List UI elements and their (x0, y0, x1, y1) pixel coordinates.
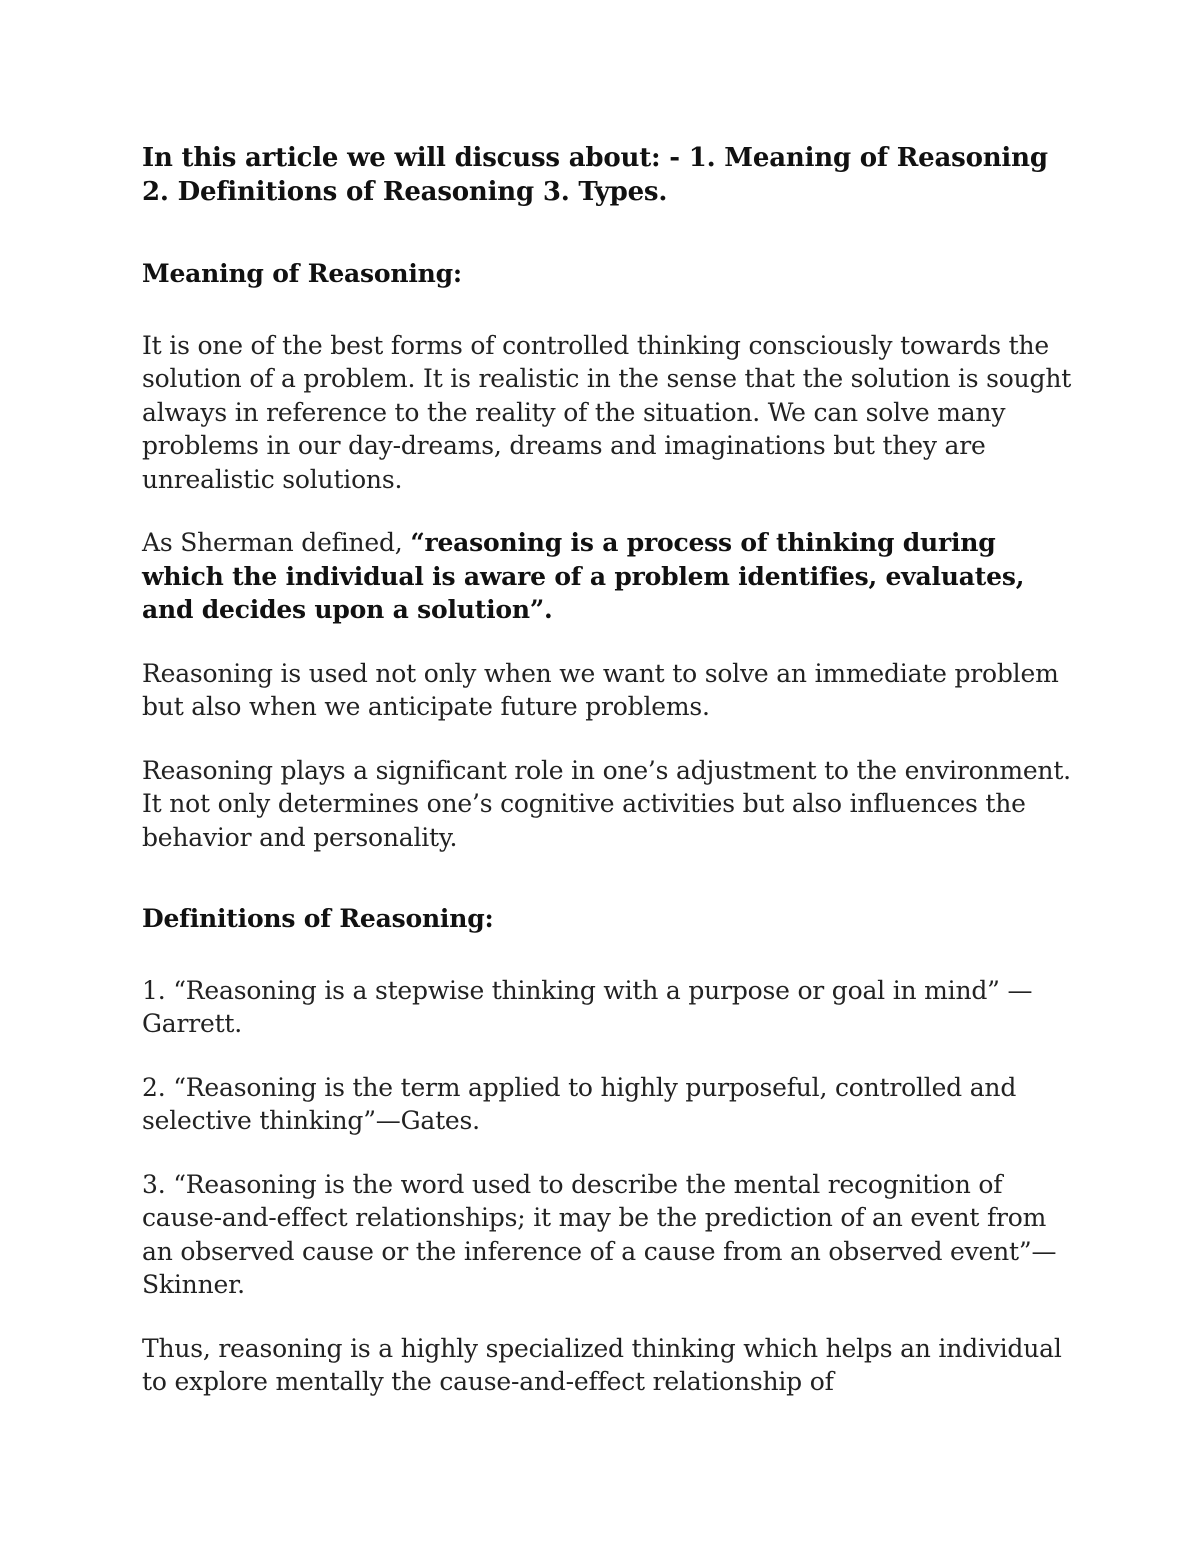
meaning-paragraph-3: Reasoning is used not only when we want to solve an immediate problem but also when we anticipate future problems. (142, 658, 1059, 721)
definition-item-3: 3. “Reasoning is the word used to describe the mental recognition of cause-and-effect relationships; it may be the prediction of an event from an observed cause or the inference of a cause from an observed event”—Skinner. (142, 1169, 1057, 1299)
definition-item-2: 2. “Reasoning is the term applied to highly purposeful, controlled and selective thinking”—Gates. (142, 1072, 1017, 1135)
sherman-lead-text: As Sherman defined, (142, 528, 411, 557)
document-body (142, 141, 1072, 1399)
heading-definitions-of-reasoning: Definitions of Reasoning: (142, 904, 494, 933)
heading-meaning-of-reasoning: Meaning of Reasoning: (142, 259, 462, 288)
sherman-quote-paragraph (142, 526, 1072, 627)
meaning-paragraph-4: Reasoning plays a significant role in one’s adjustment to the environment. It not only determines one’s cognitive activities but also influences the behavior and personality. (142, 755, 1071, 852)
conclusion-paragraph: Thus, reasoning is a highly specialized thinking which helps an individual to explore mentally the cause-and-effect relationship of (142, 1333, 1062, 1396)
definition-item-1: 1. “Reasoning is a stepwise thinking with a purpose or goal in mind” —Garrett. (142, 975, 1033, 1038)
sherman-quote-text: “reasoning is a process of thinking during which the individual is aware of a problem identifies, evaluates, and decides upon a solution”. (142, 528, 1025, 624)
meaning-paragraph-1: It is one of the best forms of controlled thinking consciously towards the solution of a problem. It is realistic in the sense that the solution is sought always in reference to the reality of the situation. We can solve many problems in our day-dreams, dreams and imaginations but they are unrealistic solutions. (142, 330, 1072, 494)
intro-paragraph: In this article we will discuss about: - 1. Meaning of Reasoning 2. Definitions of Reasoning 3. Types. (142, 143, 1048, 207)
